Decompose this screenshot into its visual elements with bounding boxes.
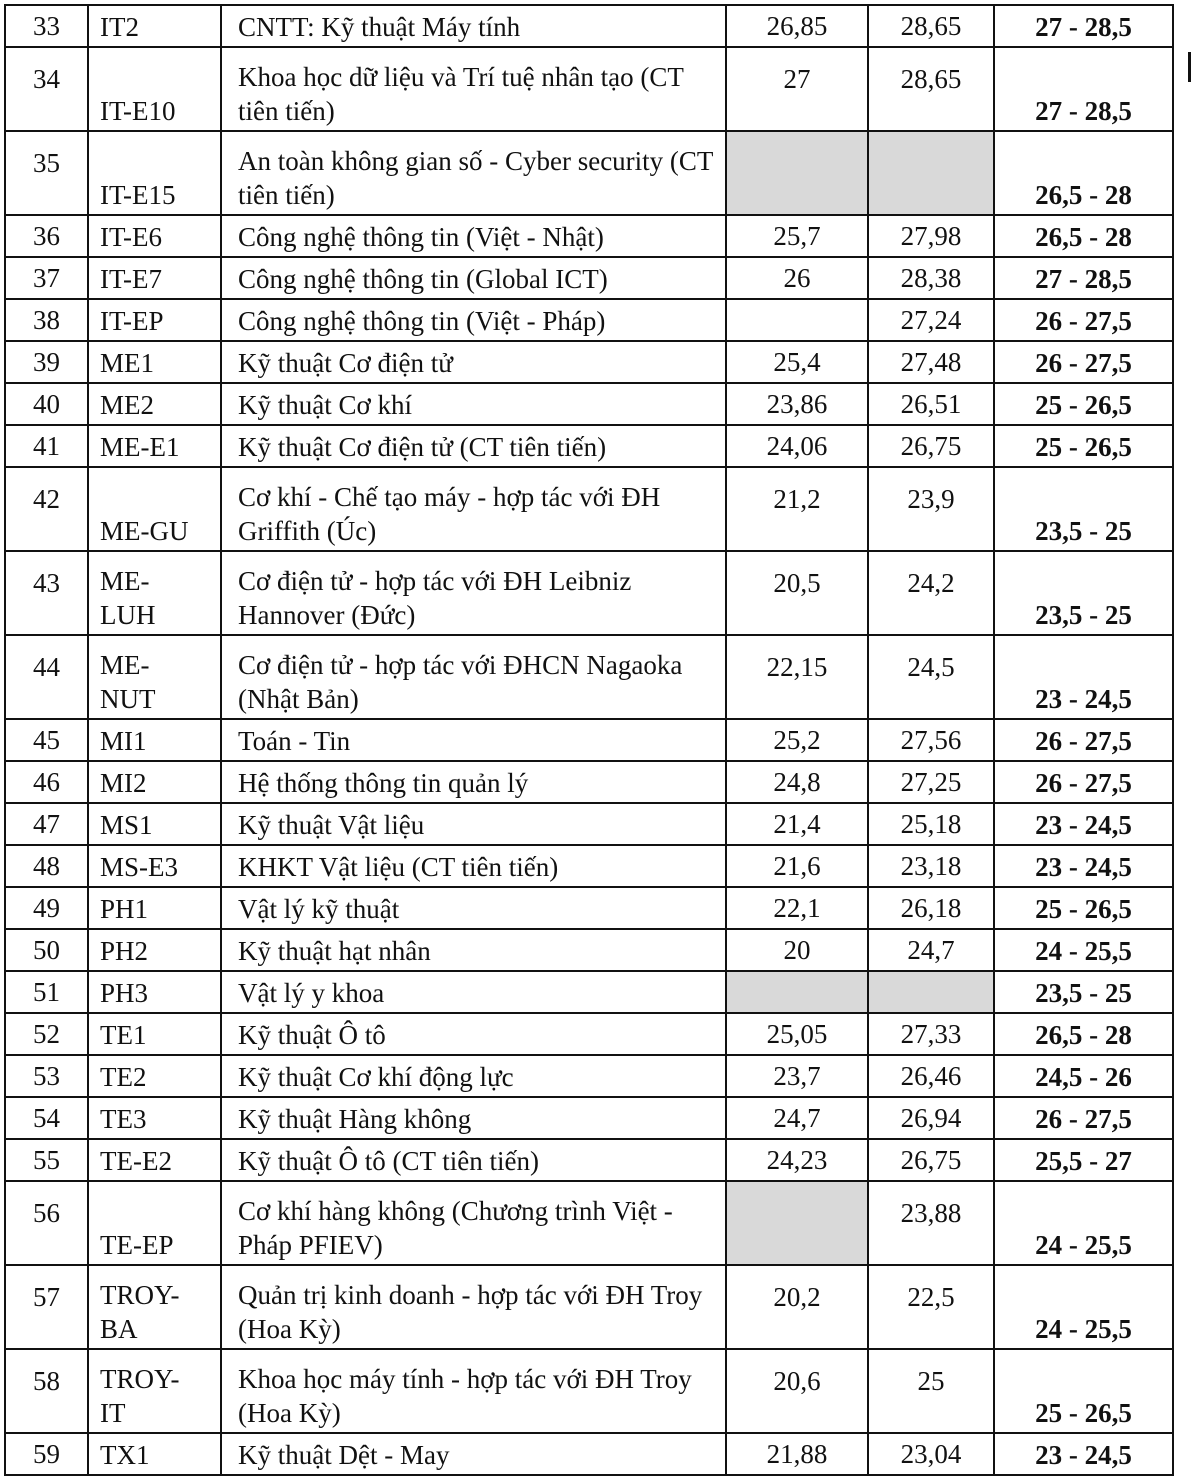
score-column-2: 23,9 [868, 467, 994, 551]
score-column-2: 27,56 [868, 719, 994, 761]
table-row [5, 1055, 1173, 1097]
score-range: 23 - 24,5 [994, 845, 1173, 887]
table-row [5, 1349, 1173, 1433]
score-column-2: 26,18 [868, 887, 994, 929]
score-column-2: 26,75 [868, 1139, 994, 1181]
score-range: 26 - 27,5 [994, 1097, 1173, 1139]
program-name: Kỹ thuật Vật liệu [221, 803, 726, 845]
score-column-1: 20,5 [726, 551, 868, 635]
program-name: Khoa học máy tính - hợp tác với ĐH Troy (Hoa Kỳ) [221, 1349, 726, 1433]
score-range: 24 - 25,5 [994, 1265, 1173, 1349]
score-column-1: 26,85 [726, 5, 868, 47]
score-column-2: 25,18 [868, 803, 994, 845]
program-name: Kỹ thuật Dệt - May [221, 1433, 726, 1475]
program-code [88, 635, 221, 719]
table-row [5, 5, 1173, 47]
score-range: 26 - 27,5 [994, 341, 1173, 383]
score-column-1: 21,2 [726, 467, 868, 551]
program-code: ME-GU [88, 467, 221, 551]
row-number: 45 [5, 719, 88, 761]
program-name: Kỹ thuật Hàng không [221, 1097, 726, 1139]
score-column-2: 27,98 [868, 215, 994, 257]
program-name: Cơ khí - Chế tạo máy - hợp tác với ĐH Griffith (Úc) [221, 467, 726, 551]
program-code: IT-EP [88, 299, 221, 341]
score-range: 26,5 - 28 [994, 1013, 1173, 1055]
score-range: 27 - 28,5 [994, 47, 1173, 131]
row-number: 39 [5, 341, 88, 383]
program-name: Công nghệ thông tin (Việt - Pháp) [221, 299, 726, 341]
score-column-2: 27,33 [868, 1013, 994, 1055]
table-row [5, 803, 1173, 845]
score-column-2: 24,7 [868, 929, 994, 971]
row-number: 58 [5, 1349, 88, 1433]
score-column-1: 25,2 [726, 719, 868, 761]
score-column-2 [868, 131, 994, 215]
score-range: 23,5 - 25 [994, 971, 1173, 1013]
score-column-1: 26 [726, 257, 868, 299]
table-row [5, 1097, 1173, 1139]
score-column-2 [868, 971, 994, 1013]
program-name: Vật lý y khoa [221, 971, 726, 1013]
program-code: TE-E2 [88, 1139, 221, 1181]
table-body [5, 5, 1173, 1475]
program-code: PH1 [88, 887, 221, 929]
score-column-1: 25,7 [726, 215, 868, 257]
table-row [5, 719, 1173, 761]
row-number: 33 [5, 5, 88, 47]
program-name: Kỹ thuật Ô tô [221, 1013, 726, 1055]
program-name: An toàn không gian số - Cyber security (CT tiên tiến) [221, 131, 726, 215]
program-name: Công nghệ thông tin (Global ICT) [221, 257, 726, 299]
row-number: 49 [5, 887, 88, 929]
program-code: MI1 [88, 719, 221, 761]
score-column-2: 23,88 [868, 1181, 994, 1265]
score-range: 25,5 - 27 [994, 1139, 1173, 1181]
table-row [5, 131, 1173, 215]
row-number: 38 [5, 299, 88, 341]
table-row [5, 215, 1173, 257]
score-column-1: 22,1 [726, 887, 868, 929]
row-number: 43 [5, 551, 88, 635]
score-column-1: 21,4 [726, 803, 868, 845]
row-number: 40 [5, 383, 88, 425]
table-row [5, 1139, 1173, 1181]
table-row [5, 299, 1173, 341]
table-row [5, 929, 1173, 971]
score-column-1: 24,8 [726, 761, 868, 803]
row-number: 50 [5, 929, 88, 971]
row-number: 52 [5, 1013, 88, 1055]
score-column-2: 23,04 [868, 1433, 994, 1475]
program-name: Kỹ thuật Cơ điện tử [221, 341, 726, 383]
score-column-1 [726, 971, 868, 1013]
score-range: 25 - 26,5 [994, 383, 1173, 425]
score-range: 24 - 25,5 [994, 1181, 1173, 1265]
table-row [5, 635, 1173, 719]
score-range: 26 - 27,5 [994, 299, 1173, 341]
score-column-1: 27 [726, 47, 868, 131]
row-number: 48 [5, 845, 88, 887]
program-code: ME2 [88, 383, 221, 425]
score-range: 26,5 - 28 [994, 131, 1173, 215]
score-column-1: 25,4 [726, 341, 868, 383]
row-number: 34 [5, 47, 88, 131]
table-row [5, 761, 1173, 803]
score-range: 23,5 - 25 [994, 551, 1173, 635]
program-name: Kỹ thuật Ô tô (CT tiên tiến) [221, 1139, 726, 1181]
program-name: Khoa học dữ liệu và Trí tuệ nhân tạo (CT tiên tiến) [221, 47, 726, 131]
program-name: KHKT Vật liệu (CT tiên tiến) [221, 845, 726, 887]
program-name: Kỹ thuật Cơ khí động lực [221, 1055, 726, 1097]
score-range: 26 - 27,5 [994, 761, 1173, 803]
table-row [5, 1013, 1173, 1055]
table-row [5, 845, 1173, 887]
program-code: MI2 [88, 761, 221, 803]
score-column-2: 25 [868, 1349, 994, 1433]
program-code: IT-E6 [88, 215, 221, 257]
row-number: 35 [5, 131, 88, 215]
score-column-1: 23,86 [726, 383, 868, 425]
score-column-2: 24,2 [868, 551, 994, 635]
score-column-2: 24,5 [868, 635, 994, 719]
program-code: TX1 [88, 1433, 221, 1475]
score-range: 23 - 24,5 [994, 803, 1173, 845]
score-range: 25 - 26,5 [994, 887, 1173, 929]
score-column-2: 27,24 [868, 299, 994, 341]
score-range: 23 - 24,5 [994, 635, 1173, 719]
score-column-1: 23,7 [726, 1055, 868, 1097]
table-row [5, 467, 1173, 551]
score-range: 23 - 24,5 [994, 1433, 1173, 1475]
program-code [88, 1349, 221, 1433]
program-name: Vật lý kỹ thuật [221, 887, 726, 929]
program-name: Toán - Tin [221, 719, 726, 761]
score-column-2: 26,75 [868, 425, 994, 467]
score-range: 24,5 - 26 [994, 1055, 1173, 1097]
row-number: 51 [5, 971, 88, 1013]
row-number: 53 [5, 1055, 88, 1097]
score-column-1: 20,6 [726, 1349, 868, 1433]
score-column-2: 27,48 [868, 341, 994, 383]
program-code-text: ME- LUH [100, 566, 156, 630]
score-column-1: 24,7 [726, 1097, 868, 1139]
score-range: 27 - 28,5 [994, 257, 1173, 299]
row-number: 36 [5, 215, 88, 257]
score-column-1: 21,6 [726, 845, 868, 887]
score-column-1: 25,05 [726, 1013, 868, 1055]
table-row [5, 341, 1173, 383]
score-column-1 [726, 131, 868, 215]
row-number: 44 [5, 635, 88, 719]
score-column-1: 24,06 [726, 425, 868, 467]
score-range: 25 - 26,5 [994, 1349, 1173, 1433]
score-column-1: 21,88 [726, 1433, 868, 1475]
score-column-2: 22,5 [868, 1265, 994, 1349]
program-code-text: TROY- BA [100, 1280, 180, 1344]
table-row [5, 551, 1173, 635]
program-name: Quản trị kinh doanh - hợp tác với ĐH Troy (Hoa Kỳ) [221, 1265, 726, 1349]
score-column-2: 26,46 [868, 1055, 994, 1097]
program-code-text: ME- NUT [100, 650, 156, 714]
program-code: TE1 [88, 1013, 221, 1055]
score-column-1: 22,15 [726, 635, 868, 719]
program-code [88, 1265, 221, 1349]
score-range: 23,5 - 25 [994, 467, 1173, 551]
row-number: 42 [5, 467, 88, 551]
program-code: TE2 [88, 1055, 221, 1097]
score-range: 26,5 - 28 [994, 215, 1173, 257]
score-column-1: 24,23 [726, 1139, 868, 1181]
program-code-text: TROY- IT [100, 1364, 180, 1428]
row-number: 47 [5, 803, 88, 845]
table-row [5, 1433, 1173, 1475]
program-code: IT-E15 [88, 131, 221, 215]
table-row [5, 1265, 1173, 1349]
score-column-1: 20 [726, 929, 868, 971]
score-column-2: 23,18 [868, 845, 994, 887]
program-name: Kỹ thuật hạt nhân [221, 929, 726, 971]
program-code: IT-E7 [88, 257, 221, 299]
program-name: Công nghệ thông tin (Việt - Nhật) [221, 215, 726, 257]
row-number: 55 [5, 1139, 88, 1181]
program-code: MS1 [88, 803, 221, 845]
program-name: Cơ khí hàng không (Chương trình Việt - Pháp PFIEV) [221, 1181, 726, 1265]
program-name: Cơ điện tử - hợp tác với ĐHCN Nagaoka (Nhật Bản) [221, 635, 726, 719]
score-column-2: 28,65 [868, 5, 994, 47]
program-code: MS-E3 [88, 845, 221, 887]
score-range: 24 - 25,5 [994, 929, 1173, 971]
score-column-2: 28,38 [868, 257, 994, 299]
table-row [5, 425, 1173, 467]
program-name: Cơ điện tử - hợp tác với ĐH Leibniz Hannover (Đức) [221, 551, 726, 635]
program-code: PH3 [88, 971, 221, 1013]
row-number: 59 [5, 1433, 88, 1475]
program-name: Hệ thống thông tin quản lý [221, 761, 726, 803]
page-edge-mark [1188, 52, 1191, 82]
table-row [5, 257, 1173, 299]
table-row [5, 887, 1173, 929]
score-column-2: 27,25 [868, 761, 994, 803]
score-column-1 [726, 299, 868, 341]
row-number: 37 [5, 257, 88, 299]
program-code: PH2 [88, 929, 221, 971]
program-code: IT2 [88, 5, 221, 47]
program-code: TE-EP [88, 1181, 221, 1265]
score-range: 25 - 26,5 [994, 425, 1173, 467]
table-row [5, 383, 1173, 425]
row-number: 46 [5, 761, 88, 803]
score-column-1: 20,2 [726, 1265, 868, 1349]
row-number: 41 [5, 425, 88, 467]
program-code: TE3 [88, 1097, 221, 1139]
table-row [5, 47, 1173, 131]
row-number: 54 [5, 1097, 88, 1139]
table-row [5, 971, 1173, 1013]
program-name: Kỹ thuật Cơ khí [221, 383, 726, 425]
score-range: 26 - 27,5 [994, 719, 1173, 761]
program-name: CNTT: Kỹ thuật Máy tính [221, 5, 726, 47]
program-name: Kỹ thuật Cơ điện tử (CT tiên tiến) [221, 425, 726, 467]
table-row [5, 1181, 1173, 1265]
row-number: 56 [5, 1181, 88, 1265]
score-column-2: 26,51 [868, 383, 994, 425]
score-column-1 [726, 1181, 868, 1265]
admission-score-table [4, 4, 1174, 1476]
score-column-2: 28,65 [868, 47, 994, 131]
program-code: IT-E10 [88, 47, 221, 131]
row-number: 57 [5, 1265, 88, 1349]
program-code [88, 551, 221, 635]
program-code: ME1 [88, 341, 221, 383]
score-column-2: 26,94 [868, 1097, 994, 1139]
score-range: 27 - 28,5 [994, 5, 1173, 47]
program-code: ME-E1 [88, 425, 221, 467]
